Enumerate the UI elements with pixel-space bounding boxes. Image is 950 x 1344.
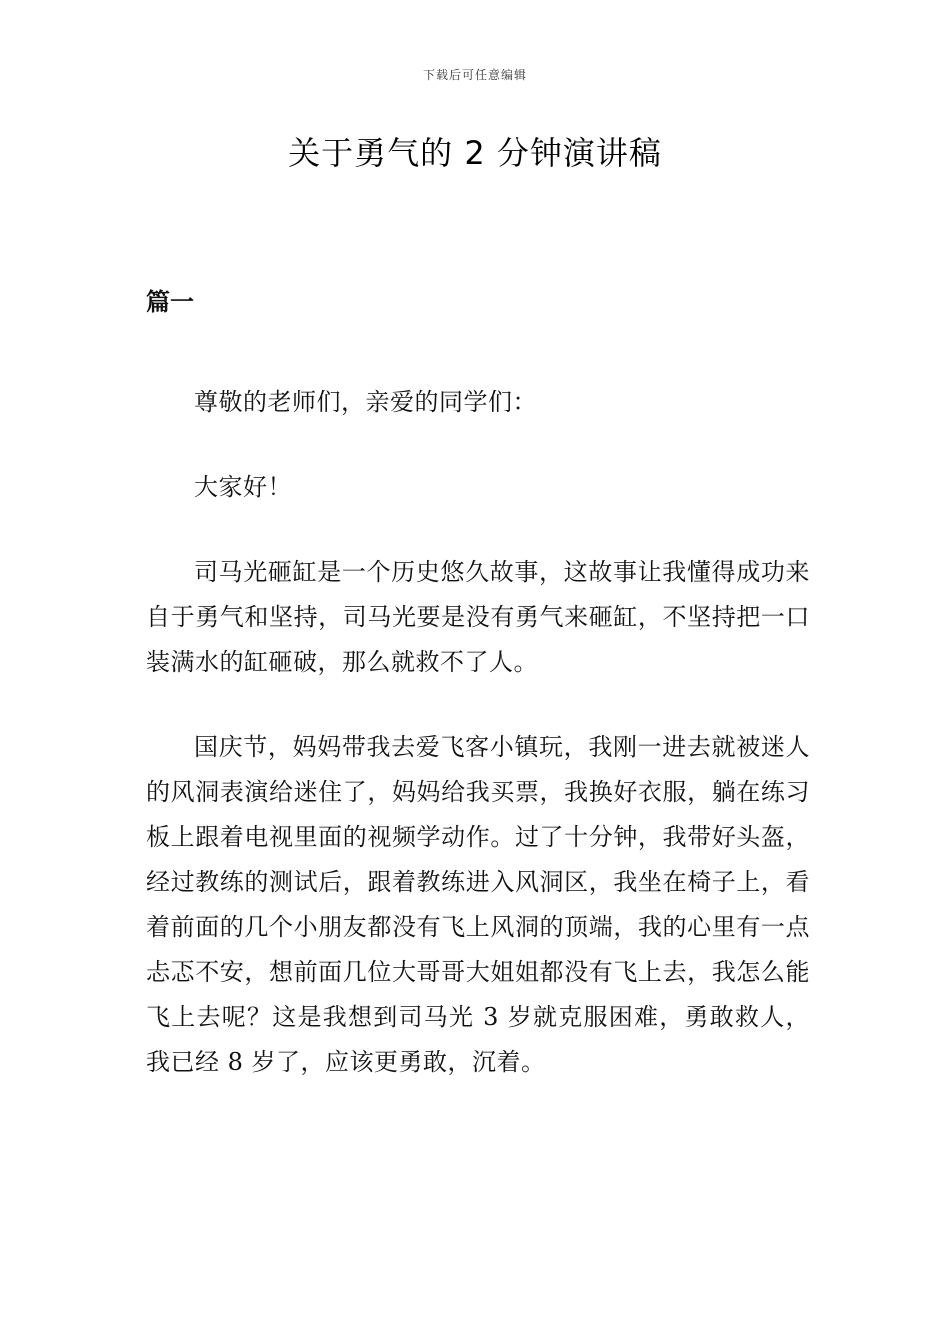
- header-note: 下载后可任意编辑: [422, 68, 527, 82]
- greeting-paragraph: 大家好！: [194, 473, 292, 501]
- body-paragraph: 国庆节，妈妈带我去爱飞客小镇玩，我刚一进去就被迷人的风洞表演给迷住了，妈妈给我买票，我换好衣服，躺在练习板上跟着电视里面的视频学动作。过了十分钟，我带好头盔，经过教练的测试后，跟着教练进入风洞区，我坐在椅子上，看着前面的几个小朋友都没有飞上风洞的顶端，我的心里有一点忐忑不安，想前面几位大哥哥大姐姐都没有飞上去，我怎么能飞上去呢？这是我想到司马光 3 岁就克服困难，勇敢救人，我已经 8 岁了，应该更勇敢，沉着。: [146, 733, 810, 1076]
- document-body: [146, 380, 810, 1125]
- body-paragraph: 司马光砸缸是一个历史悠久故事，这故事让我懂得成功来自于勇气和坚持，司马光要是没有勇气来砸缸，不坚持把一口装满水的缸砸破，那么就救不了人。: [146, 558, 810, 676]
- document-title: 关于勇气的 2 分钟演讲稿: [288, 134, 662, 172]
- salutation-paragraph: 尊敬的老师们，亲爱的同学们：: [194, 388, 537, 416]
- section-heading: 篇一: [146, 287, 194, 316]
